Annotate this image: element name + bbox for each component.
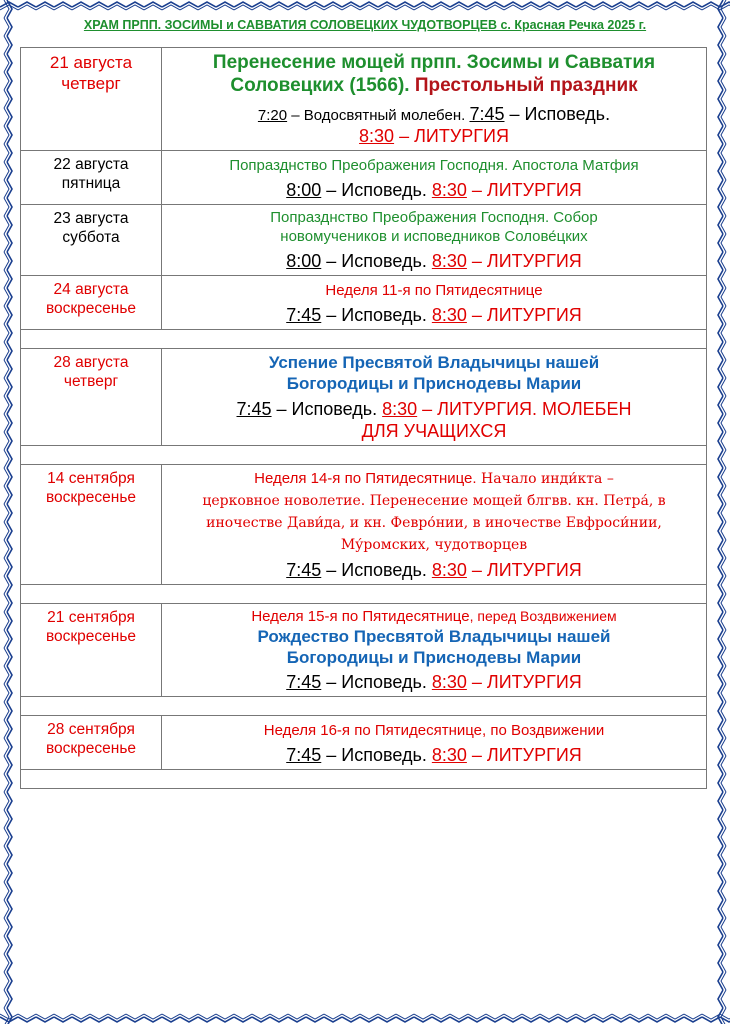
service-time: 8:30 [431, 672, 467, 692]
service-time: 7:45 [286, 745, 322, 765]
event-date: 21 сентября [47, 609, 135, 626]
table-row [21, 465, 707, 585]
event-note: церковное новолетие. Перенесение мощей блгвв. кн. Петра́, в [202, 493, 666, 509]
service-label: – Исповедь. [321, 745, 432, 765]
service-label: – ЛИТУРГИЯ [394, 126, 509, 146]
event-date: 21 августа [49, 53, 133, 72]
table-row [21, 349, 707, 446]
service-times [166, 103, 702, 125]
service-times [166, 125, 702, 147]
service-times [166, 250, 702, 272]
spacer-cell [21, 585, 707, 604]
event-weekday: пятница [61, 175, 121, 192]
event-title-line [166, 468, 702, 490]
event-cell [162, 349, 707, 446]
event-title: Успение Пресвятой Владычицы нашей [268, 353, 600, 372]
service-time: 8:00 [286, 251, 322, 271]
event-note: Му́ромских, чудотворцев [340, 537, 528, 553]
spacer-row [21, 330, 707, 349]
feast-title: Рождество Пресвятой Владычицы нашей [257, 627, 611, 646]
bottom-ornament-border [0, 1010, 730, 1024]
spacer-cell [21, 770, 707, 789]
event-cell [162, 604, 707, 697]
event-weekday: воскресенье [45, 740, 137, 757]
service-time: 8:30 [382, 399, 418, 419]
service-time: 7:45 [286, 305, 322, 325]
event-title: Перенесение мощей прпп. Зосимы и Савватия [212, 52, 656, 73]
event-cell [162, 276, 707, 330]
event-title: новомучеников и исповедников Солове́цких [280, 228, 588, 245]
spacer-row [21, 446, 707, 465]
service-label: – ЛИТУРГИЯ [466, 672, 582, 692]
service-label: – ЛИТУРГИЯ [466, 305, 582, 325]
spacer-row [21, 585, 707, 604]
table-row [21, 48, 707, 151]
service-time: 8:30 [431, 251, 467, 271]
service-times [166, 744, 702, 766]
event-date: 24 августа [53, 281, 129, 298]
date-cell [21, 349, 162, 446]
service-label: – Исповедь. [321, 560, 432, 580]
event-title-line [166, 607, 702, 626]
spacer-cell [21, 697, 707, 716]
event-cell [162, 465, 707, 585]
service-label: – Исповедь. [271, 399, 383, 419]
event-weekday: воскресенье [45, 300, 137, 317]
event-date: 23 августа [53, 210, 129, 227]
table-row [21, 716, 707, 770]
feast-title: Богородицы и Приснодевы Марии [286, 648, 582, 667]
event-title: Неделя 11-я по Пятидесятнице [325, 282, 543, 299]
table-row [21, 205, 707, 276]
service-label: – ЛИТУРГИЯ [466, 251, 582, 271]
event-date: 14 сентября [47, 470, 135, 487]
service-label: ДЛЯ УЧАЩИХСЯ [361, 421, 507, 441]
right-ornament-border [716, 0, 730, 1024]
spacer-cell [21, 330, 707, 349]
event-weekday: четверг [61, 74, 121, 93]
event-weekday: суббота [62, 229, 120, 246]
service-time: 7:45 [469, 104, 505, 124]
event-date: 22 августа [53, 156, 129, 173]
date-cell [21, 276, 162, 330]
service-label: – Исповедь. [504, 104, 611, 124]
date-cell [21, 48, 162, 151]
spacer-row [21, 697, 707, 716]
event-cell [162, 48, 707, 151]
event-date: 28 августа [53, 354, 129, 371]
service-time: 7:45 [286, 560, 322, 580]
service-times [166, 671, 702, 693]
event-title: Неделя 15-я по Пятидесятнице [251, 608, 470, 625]
service-time: 8:00 [286, 180, 322, 200]
service-label: – ЛИТУРГИЯ. МОЛЕБЕН [417, 399, 632, 419]
event-cell [162, 716, 707, 770]
left-ornament-border [0, 0, 14, 1024]
service-label: – ЛИТУРГИЯ [466, 745, 582, 765]
event-title: Попразднство Преображения Господня. Собор [270, 209, 598, 226]
event-title: Неделя 16-я по Пятидесятнице, по Воздвижении [263, 722, 605, 739]
date-cell [21, 465, 162, 585]
event-cell [162, 151, 707, 205]
event-title: Попразднство Преображения Господня. Апостола Матфия [229, 157, 639, 174]
service-times [166, 179, 702, 201]
service-time: 8:30 [431, 745, 467, 765]
event-title: Соловецких (1566). [230, 75, 410, 96]
event-title-line [166, 74, 702, 97]
table-row [21, 276, 707, 330]
service-times [166, 559, 702, 581]
service-label: – Исповедь. [321, 180, 432, 200]
service-label: – Исповедь. [321, 251, 432, 271]
date-cell [21, 151, 162, 205]
service-time: 7:45 [286, 672, 322, 692]
event-weekday: воскресенье [45, 628, 137, 645]
page-header: ХРАМ ПРПП. ЗОСИМЫ и САВВАТИЯ СОЛОВЕЦКИХ ЧУДОТВОРЦЕВ с. Красная Речка 2025 г. [83, 18, 647, 32]
service-times [166, 398, 702, 420]
date-cell [21, 604, 162, 697]
service-label: – ЛИТУРГИЯ [466, 180, 582, 200]
service-time: 8:30 [431, 305, 467, 325]
spacer-cell [21, 446, 707, 465]
table-row [21, 604, 707, 697]
service-time: 8:30 [431, 560, 467, 580]
event-weekday: четверг [63, 373, 119, 390]
service-time: 7:20 [257, 107, 288, 124]
service-time: 8:30 [359, 126, 395, 146]
event-cell [162, 205, 707, 276]
service-label: – Исповедь. [321, 672, 432, 692]
service-label: – Водосвятный молебен. [287, 107, 470, 124]
event-title: Богородицы и Приснодевы Марии [286, 374, 582, 393]
event-title-suffix: , перед Воздвижением [469, 608, 617, 624]
top-ornament-border [0, 0, 730, 14]
event-title: Неделя 14-я по Пятидесятнице. [254, 470, 477, 487]
service-label: – ЛИТУРГИЯ [466, 560, 582, 580]
event-date: 28 сентября [47, 721, 135, 738]
service-time: 7:45 [236, 399, 272, 419]
table-row [21, 151, 707, 205]
feast-label: Престольный праздник [414, 75, 638, 96]
spacer-row [21, 770, 707, 789]
schedule-table [20, 47, 707, 789]
event-note: иночестве Дави́да, и кн. Февро́нии, в иночестве Евфроси́нии, [206, 515, 662, 531]
event-note: Начало инди́кта – [476, 471, 614, 487]
service-times [166, 304, 702, 326]
service-time: 8:30 [431, 180, 467, 200]
date-cell [21, 205, 162, 276]
event-weekday: воскресенье [45, 489, 137, 506]
date-cell [21, 716, 162, 770]
service-label: – Исповедь. [321, 305, 432, 325]
